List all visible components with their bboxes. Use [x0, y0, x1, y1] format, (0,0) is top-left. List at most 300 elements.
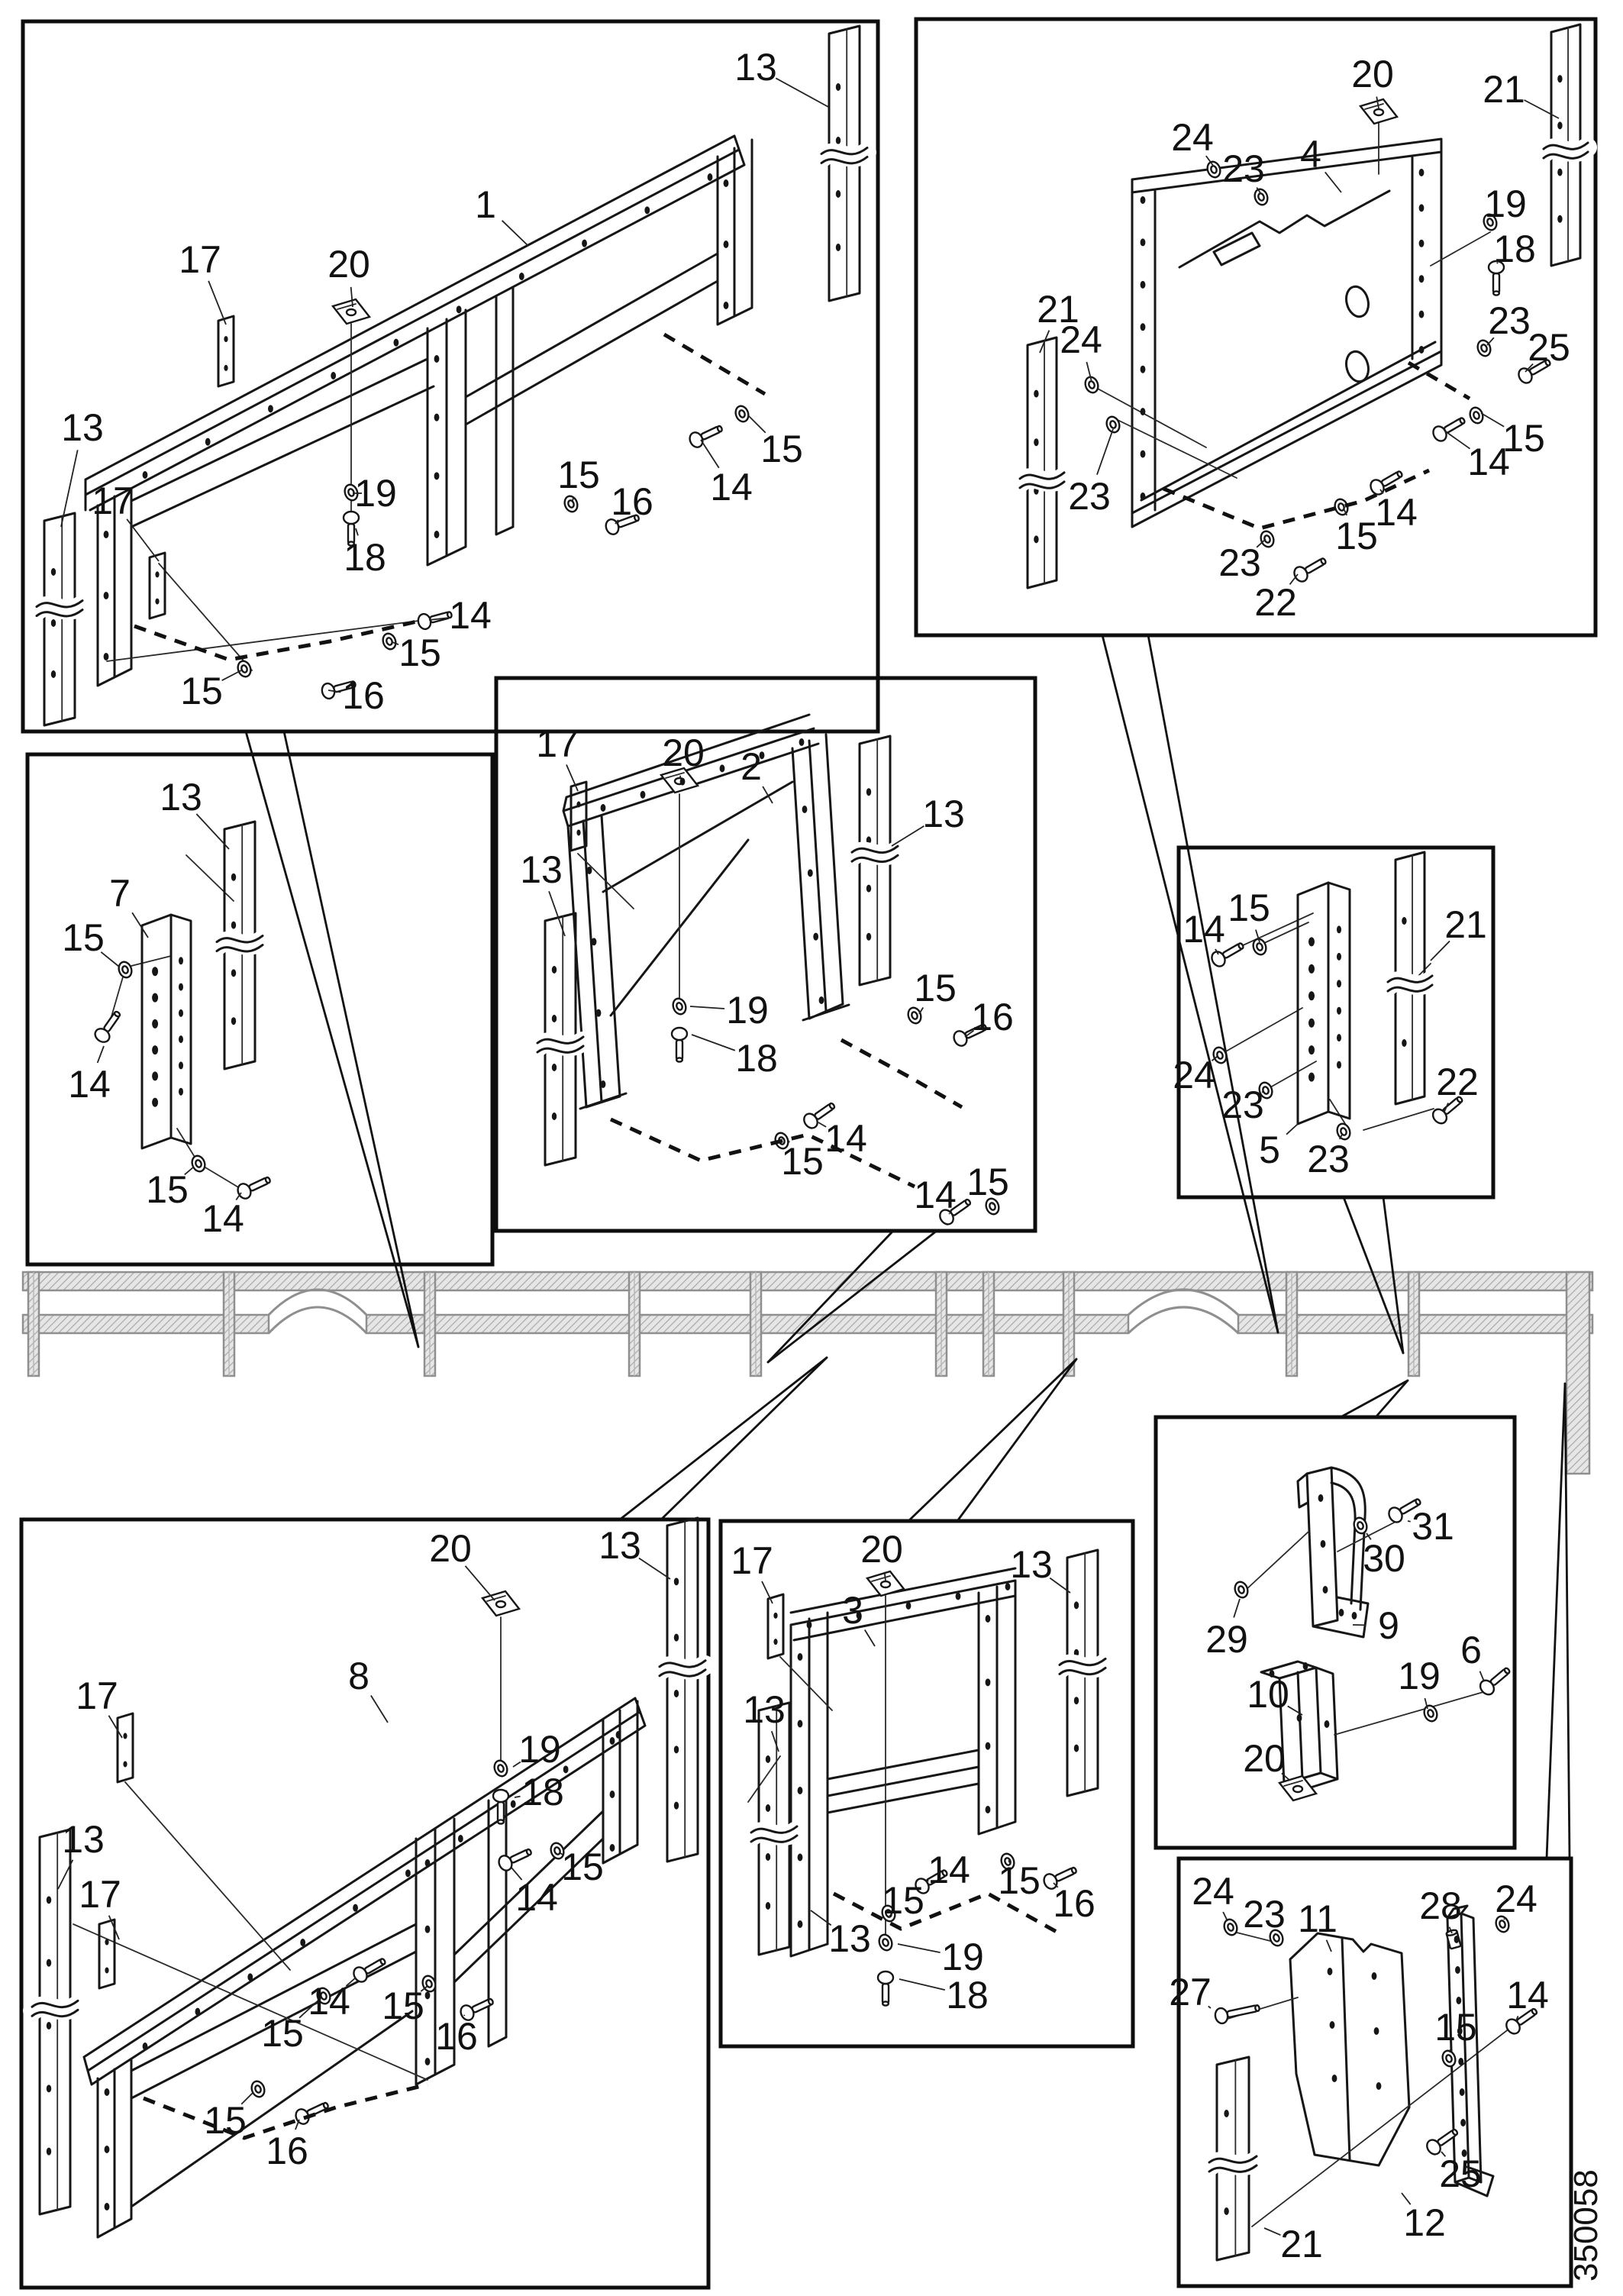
hole-mark [104, 592, 109, 599]
callout-leader-line [98, 1046, 104, 1063]
bolt-glyph [688, 421, 725, 449]
callout-14: 14 [1506, 1974, 1549, 2017]
callout-14: 14 [308, 1980, 350, 2023]
callout-29: 29 [1205, 1618, 1248, 1661]
bolt-glyph [1214, 2001, 1260, 2025]
callout-leader-line [898, 1944, 941, 1952]
hole-mark [1419, 169, 1425, 176]
oval-cutout [1343, 284, 1371, 319]
callout-leader-line [1525, 100, 1559, 118]
callout-21: 21 [1280, 2223, 1323, 2265]
callout-15: 15 [1434, 2006, 1477, 2049]
callout-17: 17 [179, 238, 221, 281]
slat-bar-glyph [537, 913, 583, 1165]
callout-leader-line [371, 1695, 388, 1723]
hole-mark [331, 372, 336, 379]
callout-22: 22 [1436, 1061, 1479, 1103]
hole-mark [819, 996, 824, 1004]
clamp-plate-glyph [1360, 99, 1397, 124]
hole-mark [1460, 2119, 1466, 2126]
callout-leader-line [865, 1630, 875, 1646]
slat-bar-glyph [1020, 337, 1064, 588]
panel-part-11-12 [1179, 1858, 1571, 2286]
callout-24: 24 [1192, 1870, 1234, 1913]
hole-mark [596, 1009, 602, 1017]
callout-2: 2 [741, 745, 762, 788]
hole-mark [458, 1835, 463, 1842]
bolt-path-dashed-line [134, 622, 417, 660]
hole-mark [434, 472, 440, 480]
callout-13: 13 [160, 776, 202, 819]
hole-mark [808, 869, 813, 877]
hole-mark [1325, 1720, 1330, 1728]
bracket-strip-glyph [218, 316, 234, 386]
callout-24: 24 [1495, 1878, 1537, 1920]
hole-mark [1352, 1612, 1357, 1619]
hole-mark [1419, 311, 1425, 318]
callout-23: 23 [1068, 475, 1111, 518]
hole-mark [393, 339, 398, 347]
callout-19: 19 [518, 1728, 561, 1771]
callout-19: 19 [1484, 182, 1527, 225]
hole-mark [798, 1787, 803, 1794]
hole-mark [592, 938, 597, 945]
hole-mark [434, 355, 440, 363]
callout-21: 21 [1037, 288, 1079, 331]
callout-14: 14 [914, 1174, 957, 1216]
hole-mark [1330, 2021, 1335, 2029]
callout-15: 15 [1335, 515, 1378, 557]
hole-mark [143, 471, 148, 479]
callout-15: 15 [882, 1879, 924, 1922]
hole-mark [1321, 1540, 1326, 1548]
hole-mark [1456, 1997, 1461, 2004]
hole-mark [813, 933, 818, 941]
hole-mark [105, 2088, 110, 2096]
callout-9: 9 [1378, 1604, 1399, 1647]
callout-17: 17 [79, 1873, 121, 1916]
callout-13: 13 [1010, 1543, 1053, 1586]
callout-21: 21 [1444, 903, 1487, 946]
hole-mark [798, 1854, 803, 1862]
hole-mark [601, 1080, 606, 1088]
callout-1: 1 [475, 183, 496, 226]
rail-top-chord [23, 1272, 1592, 1290]
callout-18: 18 [521, 1771, 564, 1813]
callout-27: 27 [1169, 1971, 1212, 2013]
hole-mark [1141, 323, 1146, 331]
hole-mark [986, 1742, 991, 1750]
hole-mark [1374, 2027, 1379, 2035]
hole-mark [1376, 2082, 1382, 2090]
washer-glyph [1233, 1580, 1250, 1599]
leader-wedges [246, 635, 1570, 1858]
callout-23: 23 [1307, 1138, 1350, 1180]
leader-wedge [620, 1358, 827, 1519]
hole-mark [986, 1678, 991, 1686]
callout-13: 13 [62, 1818, 105, 1861]
callout-14: 14 [1183, 908, 1225, 951]
hole-mark [1419, 240, 1425, 247]
hole-mark [353, 1904, 358, 1912]
slat-bar-glyph [751, 1703, 797, 1955]
callout-13: 13 [743, 1688, 786, 1731]
hole-mark [1141, 281, 1146, 289]
callout-14: 14 [1467, 441, 1510, 483]
callout-leader-line [899, 1979, 945, 1990]
callout-leader-line [1223, 1912, 1228, 1921]
callout-23: 23 [1243, 1893, 1286, 1936]
callout-14: 14 [824, 1117, 867, 1160]
hole-mark [1460, 2088, 1465, 2096]
callout-23: 23 [1221, 1083, 1264, 1126]
rail-hump [269, 1307, 366, 1333]
hole-mark [425, 1926, 431, 1933]
bolt-glyph [1292, 554, 1329, 584]
callout-leader-line [639, 1558, 670, 1579]
hole-mark [104, 653, 109, 660]
callout-leader-line [776, 78, 828, 107]
hole-mark [798, 1720, 803, 1728]
hole-mark [1339, 1609, 1344, 1616]
bolt-glyph [878, 1971, 893, 2006]
leader-wedge [1547, 1384, 1570, 1858]
callout-leader-line [701, 440, 719, 468]
callout-7: 7 [109, 872, 131, 915]
callout-20: 20 [662, 731, 705, 774]
callout-leader-line [1286, 1124, 1298, 1135]
washer-glyph [190, 1154, 207, 1173]
hole-mark [587, 867, 592, 874]
bolt-path-dashed-line [1408, 363, 1470, 399]
washer-glyph [1468, 405, 1485, 425]
washer-glyph [734, 404, 750, 423]
leader-wedge [768, 1231, 937, 1362]
hole-mark [1372, 1972, 1377, 1980]
callout-12: 12 [1403, 2201, 1446, 2244]
callout-17: 17 [731, 1539, 773, 1582]
callout-22: 22 [1254, 581, 1297, 624]
callout-leader-line [1325, 172, 1341, 192]
callout-5: 5 [1259, 1129, 1280, 1171]
hole-mark [720, 764, 725, 772]
callout-16: 16 [266, 2130, 308, 2172]
callout-15: 15 [914, 967, 957, 1009]
callout-leader-line [690, 1006, 724, 1009]
part-1-frame-drawing [86, 136, 752, 686]
callout-3: 3 [842, 1589, 863, 1632]
hole-mark [247, 1973, 253, 1981]
hole-mark [610, 1791, 615, 1798]
hole-mark [1141, 238, 1146, 246]
callout-leader-line [356, 528, 358, 535]
bracket-strip-glyph [768, 1594, 783, 1658]
callout-leader-line [1444, 431, 1470, 449]
hole-mark [1419, 204, 1425, 212]
callout-15: 15 [146, 1168, 189, 1211]
washer-glyph [1083, 375, 1100, 394]
hole-mark [1419, 275, 1425, 283]
hole-mark [708, 173, 713, 181]
callout-20: 20 [429, 1527, 472, 1570]
callout-19: 19 [941, 1936, 984, 1978]
bolt-path-dashed-line [664, 334, 765, 394]
callout-25: 25 [1528, 326, 1570, 369]
callout-8: 8 [348, 1655, 369, 1697]
hole-mark [1323, 1586, 1328, 1594]
callout-16: 16 [435, 2015, 478, 2058]
panel-part-8 [21, 1519, 708, 2288]
washer-glyph [492, 1758, 509, 1778]
hole-mark [1141, 196, 1146, 204]
angle-bar-glyph [142, 915, 191, 1148]
hole-mark [1455, 1966, 1460, 1974]
callout-19: 19 [1398, 1655, 1441, 1697]
leader-wedge [1102, 635, 1278, 1332]
hole-mark [986, 1615, 991, 1623]
hole-mark [802, 806, 808, 813]
callout-4: 4 [1300, 133, 1321, 176]
callout-14: 14 [449, 594, 492, 637]
callout-18: 18 [946, 1974, 989, 2017]
callout-13: 13 [61, 406, 104, 449]
angle-bar-glyph [1298, 883, 1350, 1124]
washer-glyph [1222, 1917, 1239, 1936]
leader-wedge [1341, 1381, 1408, 1417]
callout-leader-line [1408, 1521, 1411, 1522]
callout-24: 24 [1060, 318, 1102, 361]
hole-mark [1141, 450, 1146, 458]
slat-bar-glyph [1388, 852, 1432, 1104]
callout-leader-line [1479, 1671, 1484, 1681]
washer-glyph [1422, 1703, 1439, 1723]
hole-mark [1318, 1494, 1324, 1502]
hole-mark [434, 531, 440, 538]
washer-glyph [1105, 415, 1121, 434]
callout-23: 23 [1222, 147, 1265, 190]
part-4-plate-drawing [1096, 122, 1490, 527]
hole-mark [1458, 2058, 1463, 2065]
part-10-bracket-drawing [1261, 1661, 1489, 1791]
callout-leader-line [1327, 1940, 1331, 1952]
callout-leader-line [502, 221, 528, 246]
callout-leader-line [1097, 429, 1113, 475]
hole-mark [680, 778, 686, 786]
rail-hump [269, 1290, 366, 1315]
slat-bar-glyph [1060, 1550, 1105, 1796]
callout-20: 20 [1243, 1737, 1286, 1780]
hole-mark [1303, 1662, 1308, 1670]
callout-23: 23 [1218, 541, 1261, 584]
bolt-path-dashed-line [841, 1040, 962, 1107]
callout-leader-line [465, 1566, 495, 1600]
part-8-frame-drawing [73, 1617, 645, 2237]
callout-16: 16 [342, 674, 385, 717]
hole-mark [610, 1737, 615, 1745]
washer-glyph [1205, 160, 1222, 179]
callout-leader-line [208, 281, 226, 325]
hole-mark [1332, 2075, 1337, 2082]
part-2-frame-drawing [563, 715, 849, 1109]
slat-bar-glyph [821, 26, 867, 301]
callout-15: 15 [561, 1846, 604, 1888]
slat-bar-glyph [1544, 24, 1588, 266]
hole-mark [405, 1869, 411, 1877]
hole-mark [519, 273, 524, 280]
slat-bar-glyph [1209, 2057, 1257, 2260]
bolt-glyph [672, 1028, 687, 1062]
callout-15: 15 [1502, 417, 1545, 460]
rail-bottom-chord [366, 1315, 1128, 1333]
bolt-glyph [497, 1844, 534, 1872]
callout-13: 13 [520, 848, 563, 891]
washer-glyph [236, 659, 253, 678]
callout-15: 15 [398, 631, 441, 674]
clamp-plate-glyph [482, 1591, 519, 1616]
slat-bar-glyph [217, 822, 263, 1069]
bolt-glyph [92, 1008, 124, 1045]
callout-17: 17 [536, 722, 579, 765]
hole-mark [986, 1806, 991, 1813]
clamp-plate-glyph [333, 299, 369, 324]
callout-14: 14 [928, 1849, 970, 1891]
hole-mark [799, 738, 805, 746]
bracket-strip-glyph [150, 553, 165, 618]
hole-mark [616, 1731, 621, 1739]
callout-15: 15 [781, 1140, 824, 1183]
leader-wedge [246, 731, 418, 1347]
callout-leader-line [1264, 2228, 1280, 2235]
callout-19: 19 [726, 989, 769, 1032]
washer-glyph [1441, 2049, 1457, 2068]
hole-mark [640, 791, 646, 799]
callout-13: 13 [734, 46, 777, 89]
callout-15: 15 [261, 2012, 304, 2055]
hole-mark [798, 1920, 803, 1928]
hole-mark [582, 240, 587, 247]
callout-18: 18 [344, 536, 386, 579]
hole-mark [1419, 346, 1425, 354]
callout-15: 15 [204, 2099, 247, 2142]
callout-24: 24 [1171, 116, 1214, 159]
washer-glyph [671, 996, 688, 1016]
rail-end-post [1567, 1272, 1589, 1474]
hole-mark [724, 302, 729, 309]
hole-mark [205, 438, 211, 446]
callout-10: 10 [1247, 1673, 1289, 1716]
callout-leader-line [549, 891, 565, 936]
callout-24: 24 [1173, 1054, 1215, 1096]
hole-mark [724, 241, 729, 248]
rail-hump [1128, 1290, 1238, 1315]
bolt-glyph [236, 1172, 273, 1200]
hole-mark [425, 2058, 431, 2065]
callout-20: 20 [1351, 53, 1394, 95]
callout-15: 15 [382, 1984, 424, 2027]
hole-mark [434, 414, 440, 421]
hole-mark [956, 1593, 961, 1600]
callout-14: 14 [515, 1876, 558, 1919]
washer-glyph [1253, 187, 1270, 206]
callout-20: 20 [328, 243, 370, 286]
callout-13: 13 [922, 793, 965, 835]
callout-15: 15 [1228, 886, 1270, 929]
slat-bar-glyph [852, 736, 898, 985]
callout-31: 31 [1412, 1505, 1454, 1548]
hole-mark [1141, 408, 1146, 415]
hole-mark [511, 1800, 516, 1808]
hole-mark [1454, 1936, 1460, 1943]
callout-14: 14 [1375, 491, 1418, 534]
hole-mark [268, 405, 273, 412]
callout-leader-line [222, 670, 241, 680]
hole-mark [798, 1653, 803, 1661]
hole-mark [425, 1991, 431, 1999]
callout-14: 14 [202, 1197, 244, 1240]
callout-13: 13 [828, 1917, 871, 1960]
callout-11: 11 [1298, 1897, 1337, 1940]
hole-mark [1297, 1714, 1302, 1722]
callout-15: 15 [180, 670, 223, 712]
callout-15: 15 [760, 428, 803, 470]
callout-18: 18 [735, 1037, 778, 1080]
hole-mark [644, 206, 650, 214]
rail-hump [1128, 1307, 1238, 1333]
callout-leader-line [892, 826, 924, 846]
bracket-strip-glyph [99, 1920, 115, 1988]
washer-glyph [117, 960, 134, 979]
callout-leader-line [1481, 413, 1504, 427]
callout-16: 16 [611, 480, 653, 523]
washer-glyph [563, 494, 579, 513]
callout-15: 15 [557, 454, 600, 496]
hole-mark [724, 179, 729, 187]
callout-20: 20 [860, 1528, 903, 1571]
callout-15: 15 [62, 916, 105, 959]
hole-mark [105, 2203, 110, 2210]
bolt-path-dashed-line [611, 1119, 915, 1187]
leader-wedge [908, 1359, 1076, 1521]
figure-number: 350058 [1567, 2169, 1605, 2281]
hole-mark [300, 1939, 305, 1946]
hole-mark [1141, 366, 1146, 373]
washer-glyph [1259, 529, 1276, 548]
callout-21: 21 [1483, 68, 1525, 111]
callout-23: 23 [1488, 299, 1531, 342]
hole-mark [457, 305, 462, 313]
hole-mark [906, 1602, 912, 1610]
callout-leader-line [692, 1035, 735, 1051]
callout-leader-line [108, 1716, 122, 1738]
callout-19: 19 [354, 472, 397, 515]
hole-mark [601, 804, 606, 812]
washer-glyph [250, 2079, 266, 2098]
hole-mark [807, 1621, 812, 1629]
callout-14: 14 [68, 1063, 111, 1106]
bolt-glyph [1477, 1664, 1513, 1697]
callout-30: 30 [1363, 1537, 1405, 1580]
callout-15: 15 [998, 1859, 1041, 1902]
hole-mark [105, 2146, 110, 2153]
slat-bar-glyph [32, 1829, 78, 2214]
callout-18: 18 [1493, 228, 1536, 270]
callout-15: 15 [966, 1161, 1009, 1203]
hole-mark [610, 1844, 615, 1852]
washer-glyph [381, 631, 398, 651]
slat-bar-glyph [660, 1518, 705, 1862]
callout-6: 6 [1460, 1629, 1482, 1671]
hole-mark [1328, 1968, 1333, 1975]
